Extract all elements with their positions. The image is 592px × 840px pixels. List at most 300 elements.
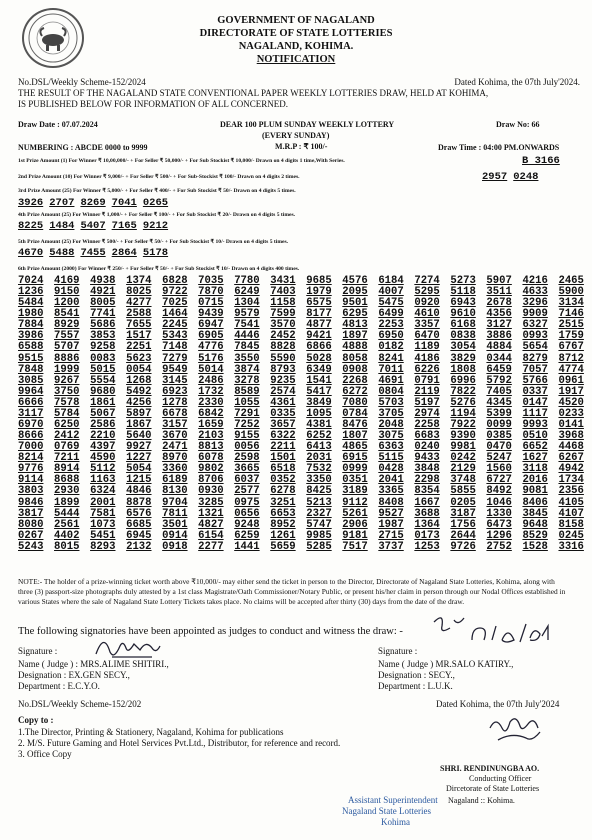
sixth-prize-number: 1807 [342,430,368,443]
lottery-frequency: (EVERY SUNDAY) [262,131,330,140]
sixth-prize-number: 8712 [558,352,584,365]
sixth-prize-number: 9258 [90,341,116,354]
sixth-prize-number: 2574 [270,385,296,398]
sixth-prize-number: 6678 [162,407,188,420]
sixth-prize-number: 2486 [198,374,224,387]
sixth-prize-number: 8177 [306,308,332,321]
sixth-prize-number: 2041 [378,474,404,487]
signature-label-right: Signature : [378,646,418,656]
sixth-prize-number: 1278 [162,396,188,409]
sixth-prize-number: 3157 [162,419,188,432]
sixth-prize-number: 0245 [558,529,584,542]
sixth-prize-number: 3705 [378,407,404,420]
sixth-prize-number: 9846 [18,496,44,509]
sixth-prize-number: 6327 [522,319,548,332]
sixth-prize-number: 2129 [450,463,476,476]
sixth-prize-number: 6950 [378,330,404,343]
sixth-prize-number: 6943 [450,297,476,310]
fourth-prize-label: 4th Prize Amount (25) For Winner ₹ 1,000/- + For Seller ₹ 100/- + For Sub Stockist ₹ 20/- Drawn on 4 digits 5 times. [18,212,296,218]
stamp-title: Assistant Superintendent [348,795,438,805]
sixth-prize-number: 6683 [414,430,440,443]
sixth-prize-number: 1667 [414,496,440,509]
sixth-prize-number: 4590 [90,452,116,465]
sixth-prize-number: 1189 [414,341,440,354]
sixth-prize-number: 2132 [126,540,152,553]
sixth-prize-number: 8914 [54,463,80,476]
sixth-prize-number: 6349 [306,363,332,376]
sixth-prize-number: 5640 [126,430,152,443]
sixth-prize-number: 4942 [558,463,584,476]
sixth-prize-number: 6324 [90,485,116,498]
sixth-prize-number: 3803 [18,485,44,498]
numbering: NUMBERING : ABCDE 0000 to 9999 [18,143,148,152]
sixth-prize-number: 6576 [126,507,152,520]
sixth-prize-number: 5554 [90,374,116,387]
second-prize-label: 2nd Prize Amount (10) For Winner ₹ 9,000/- + For Seller ₹ 500/- + For Sub-Stockist ₹ 100/- Drawn on 4 digits 2 times. [18,174,300,180]
sixth-prize-number: 5492 [126,385,152,398]
sixth-prize-number: 7000 [18,441,44,454]
sixth-prize-number: 9235 [270,374,296,387]
sixth-prize-number: 2210 [90,430,116,443]
sixth-prize-number: 7780 [234,275,260,287]
sixth-prize-number: 8952 [270,518,296,531]
sixth-prize-number: 5067 [90,407,116,420]
sixth-prize-number: 5654 [522,341,548,354]
sixth-prize-number: 6078 [198,452,224,465]
judge-left-department: Department : E.C.Y.O. [18,681,100,691]
sixth-prize-number: 7655 [126,319,152,332]
sixth-prize-number: 6249 [234,286,260,299]
sixth-prize-number: 6473 [486,518,512,531]
sixth-prize-number: 3670 [162,430,188,443]
sixth-prize-number: 4356 [486,308,512,321]
sixth-prize-number: 1999 [54,363,80,376]
sixth-prize-number: 1980 [18,308,44,321]
sixth-prize-number: 5247 [486,452,512,465]
sixth-prize-number: 6652 [522,441,548,454]
sixth-prize-number: 4361 [270,396,296,409]
sixth-prize-number: 7517 [342,540,368,553]
sixth-prize-number: 6666 [18,396,44,409]
sixth-prize-number: 7252 [234,419,260,432]
sixth-prize-number: 8970 [162,452,188,465]
sixth-prize-number: 9150 [54,286,80,299]
sixth-prize-number: 0056 [234,441,260,454]
draw-time: Draw Time : 04:00 PM.ONWARDS [438,143,560,152]
sixth-prize-number: 5484 [18,297,44,310]
sixth-prize-number: 9527 [378,507,404,520]
sixth-prize-number: 0999 [342,463,368,476]
sixth-prize-number: 2245 [162,319,188,332]
sixth-prize-number: 5054 [126,463,152,476]
sixth-prize-number: 3748 [450,474,476,487]
sixth-prize-number: 5659 [270,540,296,553]
sixth-prize-number: 4691 [378,374,404,387]
sixth-prize-number: 8406 [522,496,548,509]
sixth-prize-number: 1163 [90,474,116,487]
sixth-prize-number: 7057 [522,363,548,376]
sixth-prize-number: 3431 [270,275,296,287]
sixth-prize-number: 2268 [342,374,368,387]
sixth-prize-number: 1236 [18,286,44,299]
sixth-prize-number: 9081 [522,485,548,498]
sixth-prize-number: 2452 [270,330,296,343]
sixth-prize-number: 4774 [558,363,584,376]
sixth-prize-number: 4938 [90,275,116,287]
sixth-prize-number: 7403 [270,286,296,299]
sixth-prize-number: 6588 [18,341,44,354]
sixth-prize-number: 7291 [234,407,260,420]
officer-name: SHRI. RENDINUNGBA AO. [440,764,540,773]
copy-to-heading: Copy to : [18,715,54,725]
sixth-prize-number: 6272 [342,385,368,398]
sixth-prize-number: 9549 [162,363,188,376]
sixth-prize-number: 7741 [90,308,116,321]
sixth-prize-number: 7870 [198,286,224,299]
sixth-prize-number: 7024 [18,275,44,287]
sixth-prize-number: 0173 [414,529,440,542]
sixth-prize-number: 3251 [270,496,296,509]
sixth-prize-number: 1899 [54,496,80,509]
sixth-prize-number: 4216 [522,275,548,287]
sixth-prize-number: 7578 [54,396,80,409]
sixth-prize-number: 8706 [198,474,224,487]
sixth-prize-number: 1560 [486,463,512,476]
sixth-prize-number: 8666 [18,430,44,443]
sixth-prize-number: 0054 [126,363,152,376]
sixth-prize-number: 2561 [54,518,80,531]
sixth-prize-number: 2471 [162,441,188,454]
sixth-prize-number: 3511 [486,286,512,299]
sixth-prize-number: 7884 [18,319,44,332]
sixth-prize-number: 9909 [522,308,548,321]
claim-note: NOTE:- The holder of a prize-winning ticket worth above ₹10,000/- may either send the ticket in person to the Director, Directorate of Nagaland State Lotteries, Kohima, along with three (3) passport-size photographs duly attested by a 1st class Magistrate/Oath Commissioner/Notary Public, or present his/her claim in person through our Nodal Offices established in various States where the sale of Nagaland State Lottery Tickets takes place. No claims will be accepted after thirty (30) days from the date of the draw. [18,577,566,607]
sixth-prize-number: 8425 [306,485,332,498]
sixth-prize-number: 0242 [450,452,476,465]
sixth-prize-number: 0337 [522,385,548,398]
sixth-prize-number: 7035 [198,275,224,287]
sixth-prize-number: 5766 [522,374,548,387]
sixth-prize-number: 4186 [414,352,440,365]
sixth-prize-number: 4105 [558,496,584,509]
sixth-prize-number: 1441 [234,540,260,553]
sixth-prize-number: 1296 [486,529,512,542]
sixth-prize-number: 8025 [126,286,152,299]
sixth-prize-number: 4381 [306,419,332,432]
sixth-prize-number: 3357 [414,319,440,332]
sixth-prize-number: 5118 [450,286,476,299]
sixth-prize-number: 6767 [558,341,584,354]
sixth-prize-number: 8828 [270,341,296,354]
sixth-prize-number: 1756 [450,518,476,531]
sixth-prize-number: 7146 [558,308,584,321]
judge-left-signature [92,634,164,660]
sixth-prize-number: 3845 [522,507,548,520]
sixth-prize-number: 8929 [54,319,80,332]
sixth-prize-number: 4169 [54,275,80,287]
sixth-prize-number: 8529 [522,529,548,542]
sixth-prize-number: 5243 [18,540,44,553]
sixth-prize-number: 2258 [414,419,440,432]
sixth-prize-number: 7148 [162,341,188,354]
sixth-prize-number: 5014 [198,363,224,376]
judge-right-name: Name ( Judge ) MR.SALO KATIRY., [378,659,514,669]
sixth-prize-number: 0147 [522,396,548,409]
sixth-prize-number: 5112 [90,463,116,476]
sixth-prize-number: 7848 [18,363,44,376]
sixth-prize-number: 6727 [486,474,512,487]
sixth-prize-number: 3829 [450,352,476,365]
sixth-prize-number: 6866 [306,341,332,354]
sixth-prize-number: 9993 [522,419,548,432]
sixth-prize-number: 3817 [18,507,44,520]
sixth-prize-number: 3886 [486,330,512,343]
sixth-prize-number: 5792 [486,374,512,387]
sixth-prize-number: 9985 [306,529,332,542]
copy-item-1: 1.The Director, Printing & Stationery, Nagaland, Kohima for publications [18,727,284,737]
sixth-prize-number: 4520 [558,396,584,409]
sixth-prize-number: 1364 [414,518,440,531]
sixth-prize-number: 5707 [54,341,80,354]
sixth-prize-number: 8878 [126,496,152,509]
sixth-prize-number: 4345 [486,396,512,409]
sixth-prize-number: 8408 [378,496,404,509]
sixth-prize-number: 6996 [450,374,476,387]
first-prize-label: 1st Prize Amount (1) For Winner ₹ 10,00,000/- + For Seller ₹ 50,000/- + For Sub Stockist ₹ 10,000/- Drawn on 4 digits 1 time,With Series. [18,158,345,164]
sixth-prize-number: 6252 [306,430,332,443]
sixth-prize-number: 4877 [306,319,332,332]
sixth-prize-number: 1734 [558,474,584,487]
sixth-prize-number: 1979 [306,286,332,299]
sixth-prize-number: 1158 [270,297,296,310]
sixth-prize-number: 6842 [198,407,224,420]
sixth-prize-number: 8476 [342,419,368,432]
judge-right-designation: Designation : SECY., [378,670,455,680]
sixth-prize-number: 0784 [342,407,368,420]
ref-number: No.DSL/Weekly Scheme-152/2024 [18,77,146,87]
second-prize-numbers: 2957 0248 [482,171,539,183]
sixth-prize-number: 0908 [342,363,368,376]
sixth-prize-number: 0769 [54,441,80,454]
sixth-prize-number: 9704 [162,496,188,509]
sixth-prize-number: 2598 [234,452,260,465]
sixth-prize-number: 7279 [162,352,188,365]
sixth-prize-number: 8214 [18,452,44,465]
sixth-prize-number: 1194 [450,407,476,420]
sixth-prize-number: 6575 [306,297,332,310]
sixth-prize-number: 0083 [90,352,116,365]
sixth-prize-number: 9155 [234,430,260,443]
sixth-prize-number: 4633 [522,286,548,299]
sixth-prize-number: 0920 [414,297,440,310]
sixth-prize-number: 7581 [90,507,116,520]
sixth-prize-number: 6685 [126,518,152,531]
sixth-prize-number: 2048 [378,419,404,432]
officer-directorate: Dircetorate of State Lotteries [446,784,540,793]
sixth-prize-number: 6970 [18,419,44,432]
sixth-prize-number: 0240 [414,441,440,454]
sixth-prize-number: 6267 [558,452,584,465]
sixth-prize-number: 9722 [162,286,188,299]
sixth-prize-number: 2715 [378,529,404,542]
sixth-prize-number: 3187 [450,507,476,520]
footer-dated: Dated Kohima, the 07th July'2024 [436,699,560,709]
sixth-prize-number: 6184 [378,275,404,287]
sixth-prize-number: 1046 [486,496,512,509]
sixth-prize-number: 1808 [450,363,476,376]
sixth-prize-number: 1321 [198,507,224,520]
officer-location: Nagaland :: Kohima. [448,796,515,805]
sixth-prize-row [18,342,584,353]
sixth-prize-number: 9421 [306,330,332,343]
officer-role: Conducting Officer [469,774,532,783]
sixth-prize-number: 8793 [270,363,296,376]
sixth-prize-number: 3968 [558,430,584,443]
sixth-prize-number: 3986 [18,330,44,343]
copy-item-3: 3. Office Copy [18,749,72,759]
sixth-prize-number: 5623 [126,352,152,365]
sixth-prize-number: 0182 [378,341,404,354]
sixth-prize-number: 3145 [162,374,188,387]
sixth-prize-number: 1261 [270,529,296,542]
fourth-prize-numbers: 8225 1484 5407 7165 9212 [18,220,169,232]
sixth-prize-number: 6470 [414,330,440,343]
sixth-prize-number: 2251 [126,341,152,354]
sixth-prize-number: 7532 [306,463,332,476]
header-notification: NOTIFICATION [256,54,336,65]
sixth-prize-number: 5343 [162,330,188,343]
signature-label-left: Signature : [18,646,58,656]
conducting-officer-signature [484,712,556,752]
sixth-prize-number: 3117 [18,407,44,420]
sixth-prize-number: 1464 [162,308,188,321]
sixth-prize-number: 6250 [54,419,80,432]
sixth-prize-number: 1861 [90,396,116,409]
sixth-prize-number: 0428 [378,463,404,476]
sixth-prize-number: 7080 [342,396,368,409]
sixth-prize-number: 5295 [414,286,440,299]
sixth-prize-number: 4277 [126,297,152,310]
sixth-prize-number: 5475 [378,297,404,310]
sixth-prize-number: 5590 [270,352,296,365]
sixth-prize-number: 6905 [198,330,224,343]
sixth-prize-number: 2974 [414,407,440,420]
intro-text-line2: IS PUBLISHED BELOW FOR INFORMATION OF ALL CONCERNED. [18,99,289,109]
fifth-prize-label: 5th Prize Amount (25) For Winner ₹ 500/- + For Seller ₹ 50/- + For Sub Stockist ₹ 10/- Drawn on 4 digits 5 times. [18,239,289,245]
sixth-prize-number: 4446 [234,330,260,343]
sixth-prize-number: 9515 [18,352,44,365]
sixth-prize-number: 3350 [306,474,332,487]
sixth-prize-number: 6154 [198,529,224,542]
sixth-prize-number: 0335 [270,407,296,420]
sixth-prize-number: 1627 [522,452,548,465]
sixth-prize-number: 6499 [378,308,404,321]
sixth-prize-number: 4468 [558,441,584,454]
sixth-prize-number: 9685 [306,275,332,287]
sixth-prize-number: 9981 [450,441,476,454]
sixth-prize-number: 9579 [234,308,260,321]
copy-item-2: 2. M/S. Future Gaming and Hotel Services Pvt.Ltd., Distributor, for reference and record. [18,738,341,748]
draw-date: Draw Date : 07.07.2024 [18,120,98,129]
third-prize-label: 3rd Prize Amount (25) For Winner ₹ 5,000/- + For Seller ₹ 400/- + For Sub Stockist ₹ 50/- Drawn on 4 digits 5 times. [18,188,296,194]
sixth-prize-row [18,498,584,509]
sixth-prize-number: 0838 [450,330,476,343]
sixth-prize-number: 3874 [234,363,260,376]
judge-left-designation: Designation : EX.GEN SECY., [18,670,130,680]
sixth-prize-number: 8886 [54,352,80,365]
sixth-prize-number: 9181 [342,529,368,542]
sixth-prize-number: 2095 [342,286,368,299]
sixth-prize-number: 8080 [18,518,44,531]
sixth-prize-number: 2588 [126,308,152,321]
sixth-prize-number: 0470 [486,441,512,454]
sixth-prize-number: 6653 [270,507,296,520]
sixth-prize-number: 9114 [18,474,44,487]
header-directorate: DIRECTORATE OF STATE LOTTERIES [199,28,393,39]
sixth-prize-number: 1095 [306,407,332,420]
sixth-prize-number: 3688 [414,507,440,520]
sixth-prize-number: 6259 [234,529,260,542]
intro-text-line1: THE RESULT OF THE NAGALAND STATE CONVENTIONAL PAPER WEEKLY LOTTERIES DRAW, HELD AT KOHIMA, [18,88,489,98]
sixth-prize-number: 2577 [234,485,260,498]
sixth-prize-number: 2906 [342,518,368,531]
sixth-prize-number: 8492 [486,485,512,498]
sixth-prize-number: 8005 [90,297,116,310]
sixth-prize-label: 6th Prize Amount (2000) For Winner ₹ 250/- + For Seller ₹ 50/- + For Sub Stockist ₹ 10/- Drawn on 4 digits 400 times. [18,266,300,272]
lottery-title: DEAR 100 PLUM SUNDAY WEEKLY LOTTERY [220,120,395,129]
sixth-prize-number: 6945 [126,529,152,542]
sixth-prize-number: 1268 [126,374,152,387]
sixth-prize-number: 8293 [90,540,116,553]
sixth-prize-number: 6459 [486,363,512,376]
sixth-prize-number: 4397 [90,441,116,454]
sixth-prize-number: 1517 [126,330,152,343]
sixth-prize-number: 0918 [162,540,188,553]
sixth-prize-number: 6189 [162,474,188,487]
sixth-prize-number: 1304 [234,297,260,310]
sixth-prize-number: 0510 [522,430,548,443]
sixth-prize-number: 4256 [126,396,152,409]
sixth-prize-number: 0914 [162,529,188,542]
sixth-prize-number: 8813 [198,441,224,454]
sixth-prize-row [18,354,584,365]
stamp-place: Kohima [381,817,410,827]
sixth-prize-number: 3075 [378,430,404,443]
sixth-prize-number: 4921 [90,286,116,299]
sixth-prize-number: 0267 [18,529,44,542]
sixth-prize-number: 1374 [126,275,152,287]
sixth-prize-number: 5115 [378,452,404,465]
sixth-prize-number-grid [18,276,584,553]
sixth-prize-number: 6278 [270,485,296,498]
sixth-prize-number: 9726 [450,540,476,553]
sixth-prize-number: 0975 [234,496,260,509]
sixth-prize-number: 8241 [378,352,404,365]
sixth-prize-number: 2586 [90,419,116,432]
sixth-prize-number: 6947 [198,319,224,332]
sixth-prize-number: 8688 [54,474,80,487]
sixth-prize-number: 7599 [270,308,296,321]
sixth-prize-number: 4776 [198,341,224,354]
sixth-prize-number: 3665 [234,463,260,476]
sixth-prize-number: 3296 [522,297,548,310]
header-government: GOVERNMENT OF NAGALAND [217,15,375,26]
sixth-prize-number: 3360 [162,463,188,476]
sixth-prize-number: 2752 [486,540,512,553]
header-location: NAGALAND, KOHIMA. [238,41,354,52]
sixth-prize-number: 2356 [558,485,584,498]
sixth-prize-number: 5176 [198,352,224,365]
